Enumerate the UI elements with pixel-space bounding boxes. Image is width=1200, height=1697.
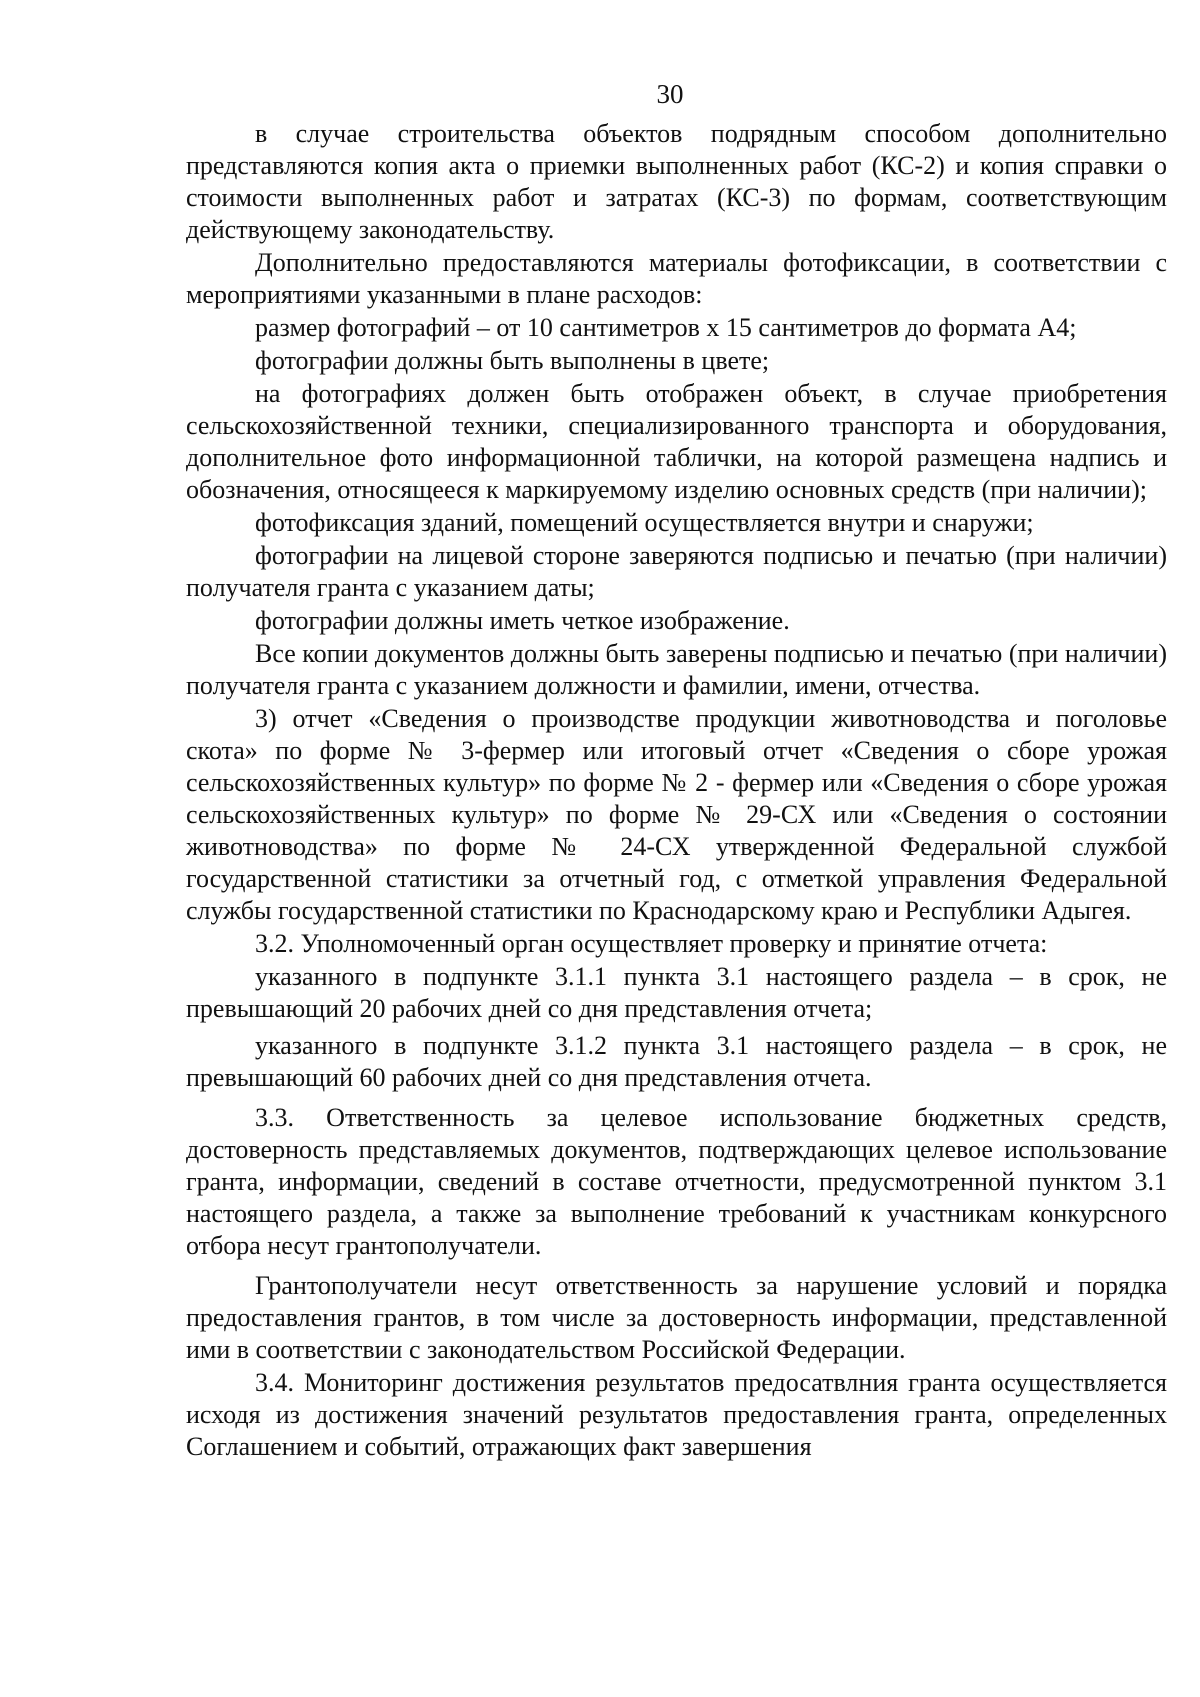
- paragraph-copies-certification: Все копии документов должны быть заверены подписью и печатью (при наличии) получателя гранта с указанием должности и фамилии, имени, отчества.: [186, 639, 1167, 700]
- paragraph-photo-size: размер фотографий – от 10 сантиметров х 15 сантиметров до формата А4;: [255, 313, 1077, 342]
- paragraph-section-3-2: 3.2. Уполномоченный орган осуществляет проверку и принятие отчета:: [255, 929, 1048, 958]
- document-body: [186, 118, 1167, 1463]
- paragraph-section-3-4: 3.4. Мониторинг достижения результатов предосатвлния гранта осуществляется исходя из достижения значений результатов предоставления гранта, определенных Соглашением и событий, отражающих факт завершения: [186, 1368, 1167, 1461]
- paragraph-section-3-3: 3.3. Ответственность за целевое использование бюджетных средств, достоверность представляемых документов, подтверждающих целевое использование гранта, информации, сведений в составе отчетности, предусмотренной пунктом 3.1 настоящего раздела, а также за выполнение требований к участникам конкурсного отбора несут грантополучатели.: [186, 1103, 1167, 1260]
- paragraph-grantee-responsibility: Грантополучатели несут ответственность за нарушение условий и порядка предоставления грантов, в том числе за достоверность информации, представленной ими в соответствии с законодательством Российской Федерации.: [186, 1271, 1167, 1364]
- paragraph-item-3-report: 3) отчет «Сведения о производстве продукции животноводства и поголовье скота» по форме № 3-фермер или итоговый отчет «Сведения о сборе урожая сельскохозяйственных культур» по форме № 2 - фермер или «Сведения о сборе урожая сельскохозяйственных культур» по форме № 29-СХ или «Сведения о состоянии животноводства» по форме № 24-СХ утвержденной Федеральной службой государственной статистики за отчетный год, с отметкой управления Федеральной службы государственной статистики по Краснодарскому краю и Республики Адыгея.: [186, 704, 1167, 925]
- paragraph-photo-object: на фотографиях должен быть отображен объект, в случае приобретения сельскохозяйственной техники, специализированного транспорта и оборудования, дополнительное фото информационной таблички, на которой размещена надпись и обозначения, относящееся к маркируемому изделию основных средств (при наличии);: [186, 379, 1167, 504]
- paragraph-photo-clarity: фотографии должны иметь четкое изображение.: [255, 606, 790, 635]
- paragraph-deadline-20-days: указанного в подпункте 3.1.1 пункта 3.1 настоящего раздела – в срок, не превышающий 20 рабочих дней со дня представления отчета;: [186, 962, 1167, 1023]
- paragraph-photo-color: фотографии должны быть выполнены в цвете;: [255, 346, 770, 375]
- paragraph-construction-docs: в случае строительства объектов подрядным способом дополнительно представляются копия акта о приемки выполненных работ (КС-2) и копия справки о стоимости выполненных работ и затратах (КС-3) по формам, соответствующим действующему законодательству.: [186, 119, 1167, 244]
- paragraph-photo-buildings: фотофиксация зданий, помещений осуществляется внутри и снаружи;: [255, 508, 1034, 537]
- paragraph-deadline-60-days: указанного в подпункте 3.1.2 пункта 3.1 настоящего раздела – в срок, не превышающий 60 рабочих дней со дня представления отчета.: [186, 1031, 1167, 1092]
- paragraph-photo-certification: фотографии на лицевой стороне заверяются подписью и печатью (при наличии) получателя гранта с указанием даты;: [186, 541, 1167, 602]
- paragraph-photo-materials: Дополнительно предоставляются материалы фотофиксации, в соответствии с мероприятиями указанными в плане расходов:: [186, 248, 1167, 309]
- page-number: 30: [656, 79, 684, 109]
